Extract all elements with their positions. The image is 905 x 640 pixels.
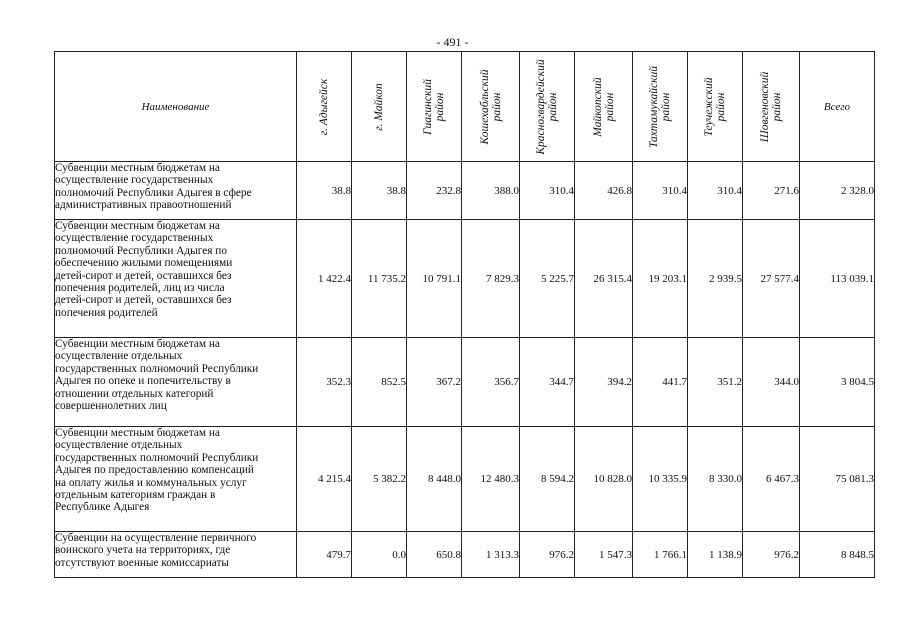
value-cell: 344.0 [743,338,800,427]
value-cell: 10 828.0 [575,427,633,532]
row-name-line: Субвенции на осуществление первичного [55,532,257,544]
district-column-label [318,78,330,135]
row-name-line: полномочий Республики Адыгея в сфере [55,186,252,199]
row-name-line: Субвенции местным бюджетам на [55,338,220,350]
value-cell: 394.2 [575,338,633,427]
value-cell: 351.2 [688,338,743,427]
row-name-line: Субвенции местным бюджетам на [55,162,220,174]
value-cell: 232.8 [407,162,462,220]
value-cell: 0.0 [352,532,407,578]
district-column-label [759,71,783,142]
district-column-label [648,65,672,147]
total-cell: 113 039.1 [800,220,875,338]
value-cell: 367.2 [407,338,462,427]
row-name-line: отдельным категориям граждан в [55,489,216,502]
district-column-header [743,52,800,162]
district-column-header [297,52,352,162]
district-label-line: Кошехабльский [478,68,491,145]
value-cell: 1 422.4 [297,220,352,338]
row-name-line: попечения родителей, лиц из числа [55,282,225,295]
value-cell: 310.4 [688,162,743,220]
district-column-header [352,52,407,162]
value-cell: 426.8 [575,162,633,220]
value-cell: 10 791.1 [407,220,462,338]
district-label-line: район [715,92,727,121]
name-column-header: Наименование [55,52,297,162]
value-cell: 5 382.2 [352,427,407,532]
row-name-line: попечения родителей [55,306,158,319]
value-cell: 8 448.0 [407,427,462,532]
value-cell: 976.2 [743,532,800,578]
table-row [55,532,875,578]
district-label-line: район [547,92,559,121]
value-cell: 271.6 [743,162,800,220]
value-cell: 19 203.1 [633,220,688,338]
table-body [55,162,875,578]
district-column-label [592,77,616,136]
subventions-table [54,51,875,578]
district-column-label [703,77,727,136]
district-column-header [575,52,633,162]
row-name-line: детей-сирот и детей, оставшихся без [55,294,232,307]
value-cell: 1 313.3 [462,532,520,578]
total-cell: 3 804.5 [800,338,875,427]
value-cell: 310.4 [520,162,575,220]
district-label-line: Гиагинский [422,78,434,135]
district-column-header [462,52,520,162]
district-column-label [422,79,446,135]
district-column-label [373,83,385,130]
value-cell: 8 330.0 [688,427,743,532]
row-name-line: совершеннолетних лиц [55,400,167,413]
header-row [55,52,875,162]
row-name-cell [55,532,297,578]
value-cell: 38.8 [297,162,352,220]
row-name-line: Субвенции местным бюджетам на [55,427,220,439]
value-cell: 356.7 [462,338,520,427]
value-cell: 10 335.9 [633,427,688,532]
row-name-line: отсутствуют военные комиссариаты [55,556,230,569]
value-cell: 310.4 [633,162,688,220]
value-cell: 344.7 [520,338,575,427]
value-cell: 852.5 [352,338,407,427]
row-name-cell [55,427,297,532]
value-cell: 8 594.2 [520,427,575,532]
row-name-line: воинского учета на территориях, где [55,544,231,557]
district-column-header [688,52,743,162]
value-cell: 6 467.3 [743,427,800,532]
district-label-line: Красногвардейский [535,58,547,155]
value-cell: 1 547.3 [575,532,633,578]
row-name-cell [55,162,297,220]
row-name-cell [55,220,297,338]
district-label-line: Шовгеновский [759,71,771,142]
district-column-header [407,52,462,162]
district-label-line: Теучежский [703,77,715,136]
total-cell: 8 848.5 [800,532,875,578]
value-cell: 7 829.3 [462,220,520,338]
district-column-label [535,59,559,154]
district-label-line: Тахтамукайский [648,65,660,148]
value-cell: 4 215.4 [297,427,352,532]
value-cell: 26 315.4 [575,220,633,338]
value-cell: 650.8 [407,532,462,578]
row-name-line: Адыгея по опеке и попечительству в [55,375,231,388]
district-label-line: район [434,92,446,121]
row-name-line: осуществление отдельных [55,350,183,363]
value-cell: 2 939.5 [688,220,743,338]
row-name-line: полномочий Республики Адыгея по [55,244,227,257]
district-label-line: район [660,92,672,121]
total-cell: 75 081.3 [800,427,875,532]
district-label-line: г. Адыгейск [318,78,330,135]
row-name-line: на оплату жилья и коммунальных услуг [55,476,247,489]
value-cell: 12 480.3 [462,427,520,532]
row-name-line: Адыгея по предоставлению компенсаций [55,464,254,477]
district-column-header [520,52,575,162]
value-cell: 479.7 [297,532,352,578]
row-name-line: обеспечению жилыми помещениями [55,257,233,270]
row-name-line: административных правоотношений [55,199,232,212]
table-row [55,220,875,338]
district-label-line: район [490,92,503,121]
value-cell: 1 138.9 [688,532,743,578]
value-cell: 976.2 [520,532,575,578]
row-name-line: отношении отдельных категорий [55,387,214,400]
value-cell: 5 225.7 [520,220,575,338]
value-cell: 352.3 [297,338,352,427]
page-number: - 491 - [436,35,469,49]
row-name-line: осуществление государственных [55,232,214,245]
district-column-label [479,69,503,144]
row-name-line: Субвенции местным бюджетам на [55,220,220,232]
value-cell: 388.0 [462,162,520,220]
district-label-line: район [603,92,616,121]
table-row [55,338,875,427]
district-label-line: район [771,92,783,121]
row-name-line: Республике Адыгея [55,501,150,514]
row-name-line: осуществление отдельных [55,439,183,452]
value-cell: 27 577.4 [743,220,800,338]
total-column-header: Всего [800,52,875,162]
table-row [55,427,875,532]
value-cell: 1 766.1 [633,532,688,578]
value-cell: 11 735.2 [352,220,407,338]
row-name-line: государственных полномочий Республики [55,362,259,375]
row-name-cell [55,338,297,427]
total-cell: 2 328.0 [800,162,875,220]
district-label-line: г. Майкоп [373,82,385,131]
row-name-line: государственных полномочий Республики [55,451,259,464]
row-name-line: детей-сирот и детей, оставшихся без [55,269,232,282]
value-cell: 441.7 [633,338,688,427]
table-row [55,162,875,220]
row-name-line: осуществление государственных [55,174,214,187]
district-label-line: Майкопский [591,76,604,137]
value-cell: 38.8 [352,162,407,220]
district-column-header [633,52,688,162]
